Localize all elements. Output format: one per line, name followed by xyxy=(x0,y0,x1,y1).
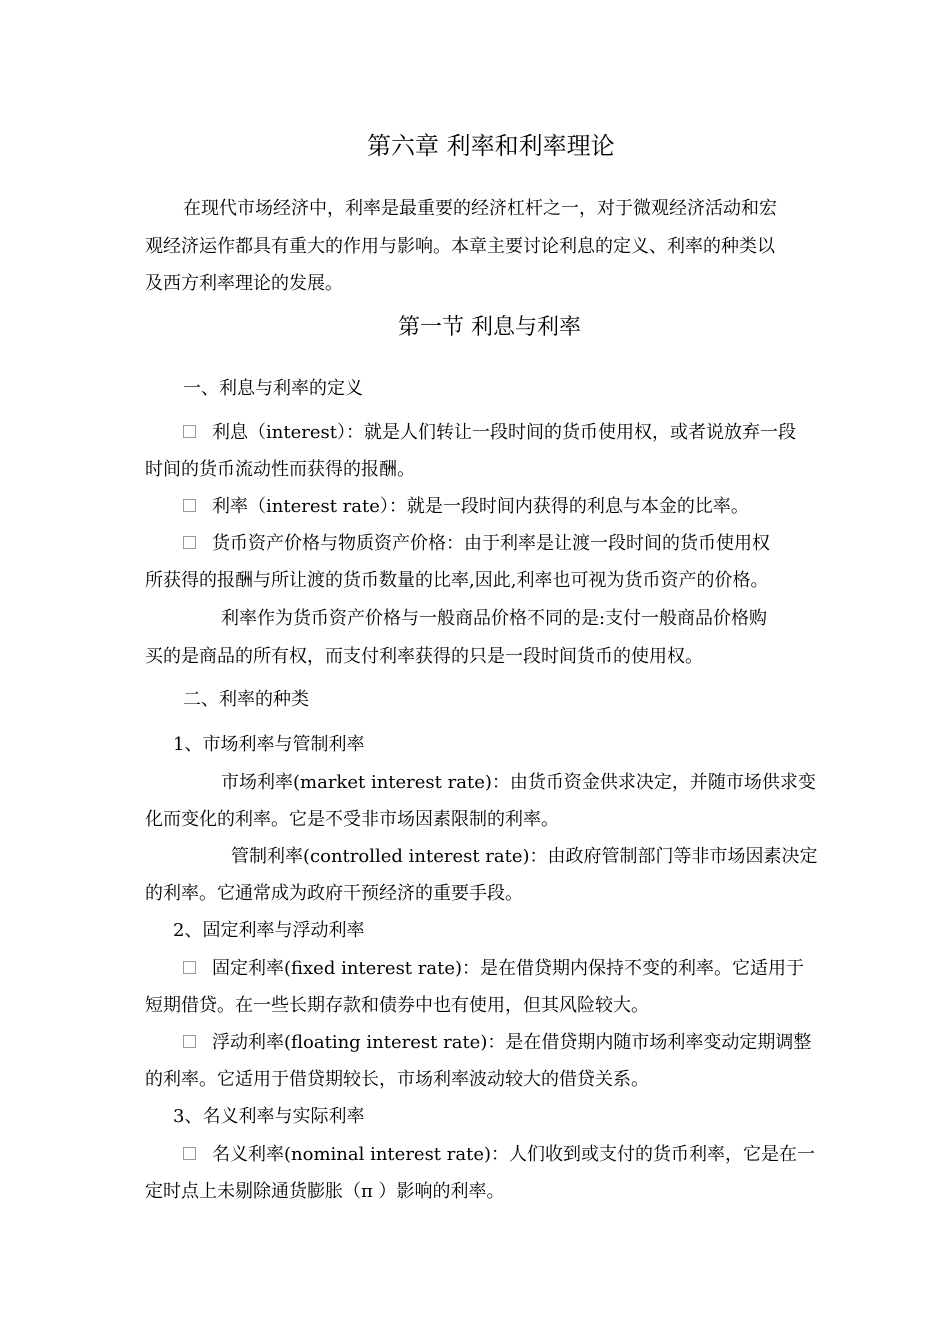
difference-line-2: 买的是商品的所有权，而支付利率获得的只是一段时间货币的使用权。 xyxy=(145,646,703,667)
interest-definition-text: 利息（interest）：就是人们转让一段时间的货币使用权，或者说放弃一段 xyxy=(212,422,796,443)
bullet-box-icon xyxy=(183,1147,196,1160)
intro-line-2: 观经济运作都具有重大的作用与影响。本章主要讨论利息的定义、利率的种类以 xyxy=(145,236,775,257)
controlled-rate-line-2: 的利率。它通常成为政府干预经济的重要手段。 xyxy=(145,883,523,904)
market-rate-line-2: 化而变化的利率。它是不受非市场因素限制的利率。 xyxy=(145,809,559,830)
floating-rate-line-2: 的利率。它适用于借贷期较长，市场利率波动较大的借贷关系。 xyxy=(145,1069,649,1090)
subheading-nominal-real: 3、名义利率与实际利率 xyxy=(173,1106,365,1127)
interest-definition-line-2: 时间的货币流动性而获得的报酬。 xyxy=(145,459,415,480)
controlled-rate-line-1: 管制利率(controlled interest rate)：由政府管制部门等非市场因素决定 xyxy=(231,846,818,867)
interest-definition-line-1 xyxy=(183,421,796,445)
floating-rate-line-1 xyxy=(183,1031,811,1055)
fixed-rate-text: 固定利率(fixed interest rate)：是在借贷期内保持不变的利率。它适用于 xyxy=(212,958,805,979)
intro-line-1: 在现代市场经济中，利率是最重要的经济杠杆之一，对于微观经济活动和宏 xyxy=(183,198,777,219)
nominal-rate-line-1 xyxy=(183,1143,815,1167)
fixed-rate-line-2: 短期借贷。在一些长期存款和债券中也有使用，但其风险较大。 xyxy=(145,995,649,1016)
market-rate-line-1: 市场利率(market interest rate)：由货币资金供求决定，并随市场供求变 xyxy=(221,772,816,793)
nominal-rate-line-2: 定时点上未剔除通货膨胀（π ）影响的利率。 xyxy=(145,1181,505,1202)
rate-definition-text: 利率（interest rate）：就是一段时间内获得的利息与本金的比率。 xyxy=(212,496,749,517)
floating-rate-text: 浮动利率(floating interest rate)：是在借贷期内随市场利率变动定期调整 xyxy=(212,1032,812,1053)
asset-price-line-1 xyxy=(183,532,770,556)
asset-price-text: 货币资产价格与物质资产价格：由于利率是让渡一段时间的货币使用权 xyxy=(212,533,770,554)
section-title: 第一节 利息与利率 xyxy=(398,315,581,340)
chapter-title: 第六章 利率和利率理论 xyxy=(367,132,615,160)
subheading-fixed-floating: 2、固定利率与浮动利率 xyxy=(173,920,365,941)
intro-line-3: 及西方利率理论的发展。 xyxy=(145,273,343,294)
part1-heading: 一、利息与利率的定义 xyxy=(183,378,363,399)
bullet-box-icon xyxy=(183,1035,196,1048)
nominal-rate-text: 名义利率(nominal interest rate)：人们收到或支付的货币利率，它是在一 xyxy=(212,1144,816,1165)
bullet-box-icon xyxy=(183,961,196,974)
fixed-rate-line-1 xyxy=(183,957,804,981)
rate-definition-line xyxy=(183,495,749,519)
bullet-box-icon xyxy=(183,425,196,438)
bullet-box-icon xyxy=(183,536,196,549)
asset-price-line-2: 所获得的报酬与所让渡的货币数量的比率,因此,利率也可视为货币资产的价格。 xyxy=(145,570,769,591)
subheading-market-controlled: 1、市场利率与管制利率 xyxy=(173,734,365,755)
bullet-box-icon xyxy=(183,499,196,512)
difference-line-1: 利率作为货币资产价格与一般商品价格不同的是:支付一般商品价格购 xyxy=(221,608,768,629)
part2-heading: 二、利率的种类 xyxy=(183,689,309,710)
